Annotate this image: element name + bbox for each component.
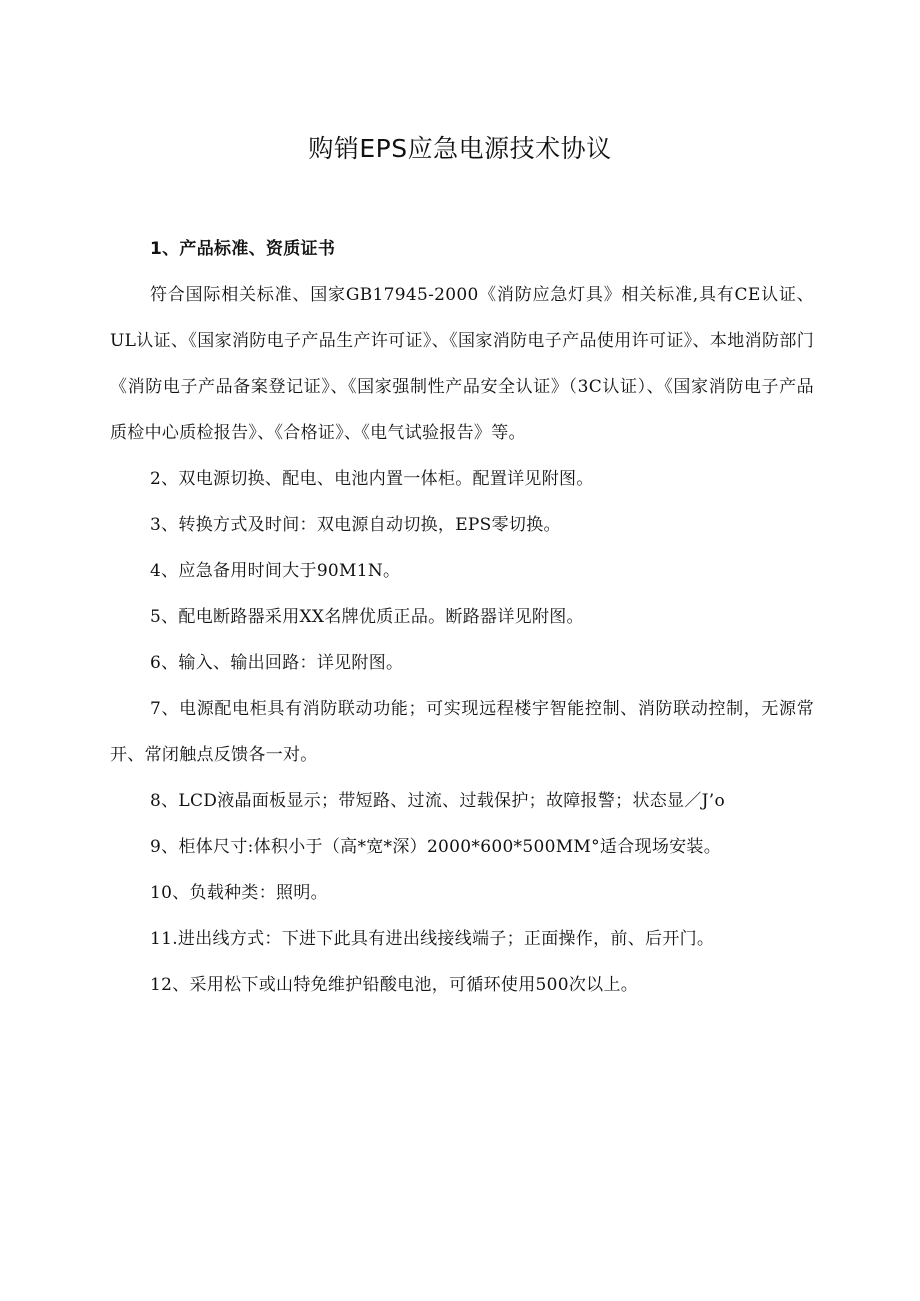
paragraph-item-10: 10、负载种类：照明。: [150, 883, 328, 903]
document-title: 购销EPS应急电源技术协议: [308, 134, 612, 163]
paragraph-item-5: 5、配电断路器采用XX名牌优质正品。断路器详见附图。: [150, 607, 584, 627]
paragraph-item-12: 12、采用松下或山特免维护铅酸电池，可循环使用500次以上。: [150, 975, 639, 995]
paragraph-item-9: 9、柜体尺寸:体积小于（高*宽*深）2000*600*500MM°适合现场安装。: [150, 837, 722, 857]
document-body: [110, 226, 814, 1008]
paragraph-item-3: 3、转换方式及时间：双电源自动切换，EPS零切换。: [150, 515, 561, 535]
paragraph-item-2: 2、双电源切换、配电、电池内置一体柜。配置详见附图。: [150, 469, 594, 489]
paragraph-item-4: 4、应急备用时间大于90M1N。: [150, 561, 401, 581]
paragraph-item-11: 11.进出线方式：下进下此具有进出线接线端子；正面操作，前、后开门。: [150, 929, 715, 949]
paragraph-item-7: 7、电源配电柜具有消防联动功能；可实现远程楼宇智能控制、消防联动控制，无源常开、常闭触点反馈各一对。: [110, 699, 814, 765]
paragraph-item-6: 6、输入、输出回路：详见附图。: [150, 653, 404, 673]
section-heading: 1、产品标准、资质证书: [150, 239, 336, 259]
paragraph-standards: 符合国际相关标准、国家GB17945-2000《消防应急灯具》相关标准,具有CE认证、UL认证、《国家消防电子产品生产许可证》、《国家消防电子产品使用许可证》、本地消防部门《消防电子产品备案登记证》、《国家强制性产品安全认证》（3C认证）、《国家消防电子产品质检中心质检报告》、《合格证》、《电气试验报告》等。: [110, 285, 814, 443]
paragraph-item-8: 8、LCD液晶面板显示；带短路、过流、过载保护；故障报警；状态显／J’o: [150, 791, 725, 811]
